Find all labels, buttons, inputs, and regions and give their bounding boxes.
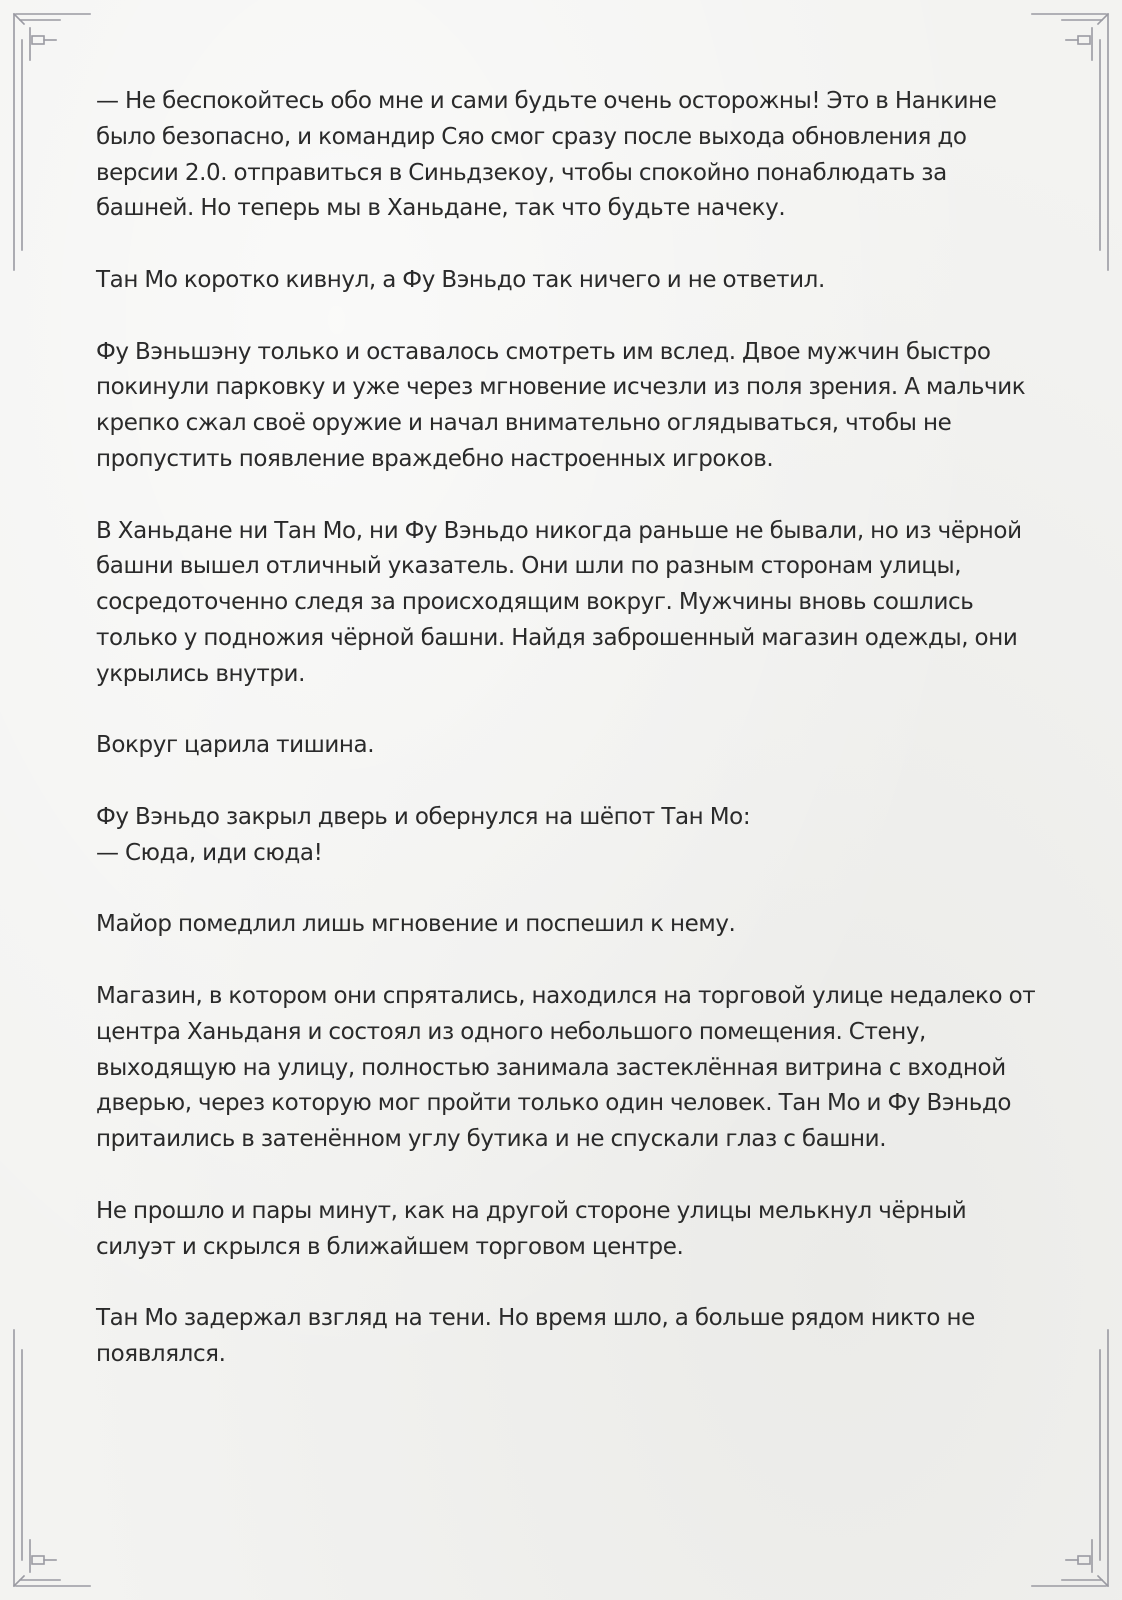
paragraph: Фу Вэньшэну только и оставалось смотреть им вслед. Двое мужчин быстро покинули парковку и уже через мгновение исчезли из поля зрения. А мальчик крепко сжал своё оружие и начал внимательно оглядываться, чтобы не пропустить появление враждебно настроенных игроков. (96, 338, 1032, 472)
paragraph: Майор помедлил лишь мгновение и поспешил к нему. (96, 911, 736, 938)
corner-ornament-top-left (14, 14, 90, 270)
paragraph: Вокруг царила тишина. (96, 732, 375, 759)
paragraph: Не прошло и пары минут, как на другой стороне улицы мелькнул чёрный силуэт и скрылся в ближайшем торговом центре. (96, 1197, 973, 1260)
paragraph: Магазин, в котором они спрятались, находился на торговой улице недалеко от центра Ханьданя и состоял из одного небольшого помещения. Стену, выходящую на улицу, полностью занимала застеклённая витрина с входной дверью, через которую мог пройти только один человек. Тан Мо и Фу Вэньдо притаились в затенённом углу бутика и не спускали глаз с башни. (96, 982, 1042, 1153)
corner-ornament-bottom-left (14, 1330, 90, 1586)
paragraph: Тан Мо коротко кивнул, а Фу Вэньдо так ничего и не ответил. (96, 266, 825, 293)
paragraph: В Ханьдане ни Тан Мо, ни Фу Вэньдо никогда раньше не бывали, но из чёрной башни вышел отличный указатель. Они шли по разным сторонам улицы, сосредоточенно следя за происходящим вокруг. Мужчины вновь сошлись только у подножия чёрной башни. Найдя заброшенный магазин одежды, они укрылись внутри. (96, 517, 1029, 687)
paragraph: Тан Мо задержал взгляд на тени. Но время шло, а больше рядом никто не появлялся. (96, 1305, 982, 1367)
paragraph: — Не беспокойтесь обо мне и сами будьте очень осторожны! Это в Нанкине было безопасно, и командир Сяо смог сразу после выхода обновления до версии 2.0. отправиться в Синьдзекоу, чтобы спокойно понаблюдать за башней. Но теперь мы в Ханьдане, так что будьте начеку. (96, 88, 1003, 222)
document-body (96, 84, 1046, 1373)
paragraph: Фу Вэньдо закрыл дверь и обернулся на шёпот Тан Мо: — Сюда, иди сюда! (96, 803, 751, 866)
